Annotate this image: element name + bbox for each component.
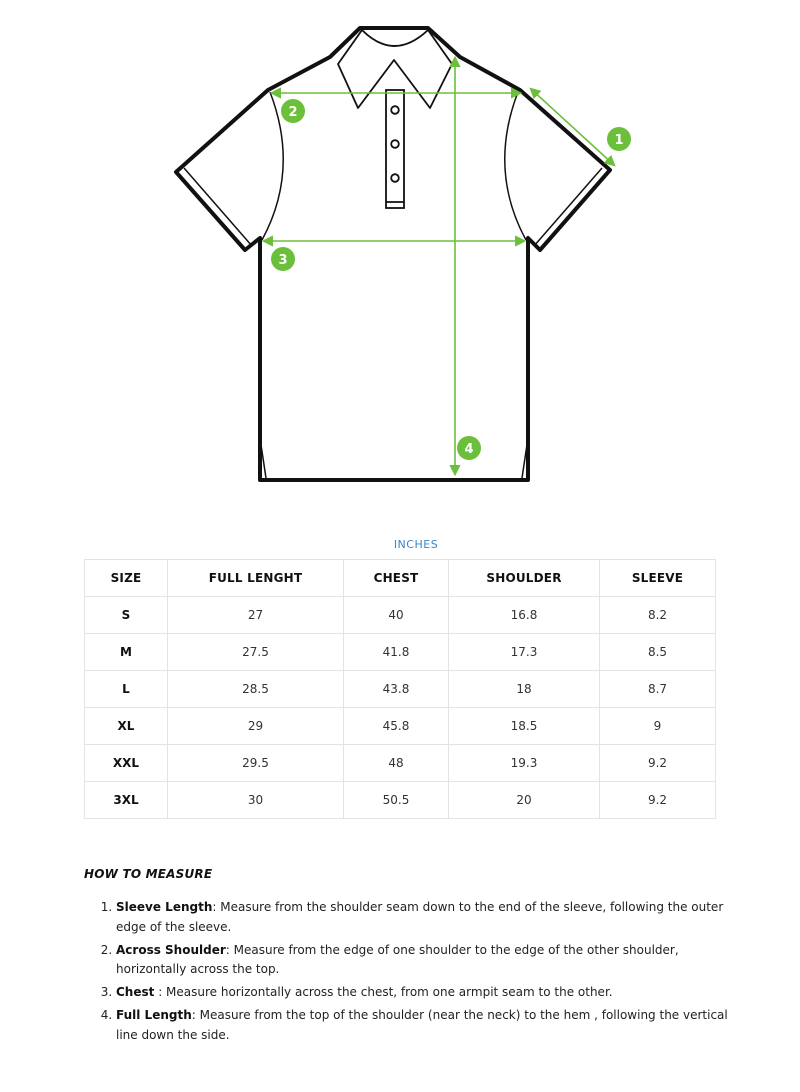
size-cell: XXL [85, 745, 168, 782]
how-to-measure-list [84, 898, 736, 1049]
marker-badge-3 [271, 247, 295, 271]
measure-term: Chest [116, 985, 155, 999]
measure-term: Full Length [116, 1008, 192, 1022]
list-item [116, 898, 736, 937]
measure-description: : Measure from the edge of one shoulder to the edge of the other shoulder, horizontally across the top. [116, 942, 679, 976]
size-cell: L [85, 671, 168, 708]
full-length-cell: 27 [168, 597, 344, 634]
chest-cell: 50.5 [344, 782, 449, 819]
button-icon [391, 106, 399, 114]
unit-label: INCHES [393, 538, 439, 551]
collar [338, 30, 452, 108]
measure-description: : Measure from the shoulder seam down to the end of the sleeve, following the outer edge of the sleeve. [116, 900, 724, 934]
marker-badge-4 [457, 436, 481, 460]
chest-cell: 41.8 [344, 634, 449, 671]
sleeve-length-arrow [531, 89, 614, 165]
shoulder-cell: 19.3 [449, 745, 600, 782]
size-chart-table [84, 559, 716, 819]
column-header: SHOULDER [449, 560, 600, 597]
table-row [85, 745, 716, 782]
chest-cell: 40 [344, 597, 449, 634]
how-to-measure-heading: HOW TO MEASURE [84, 867, 213, 881]
marker-label: 4 [464, 442, 474, 457]
measure-term: Across Shoulder [116, 942, 226, 957]
table-row [85, 708, 716, 745]
table-header-row [85, 560, 716, 597]
sleeve-cell: 8.7 [600, 671, 716, 708]
marker-label: 1 [614, 133, 624, 148]
full-length-cell: 27.5 [168, 634, 344, 671]
column-header: SIZE [85, 560, 168, 597]
measure-description: : Measure horizontally across the chest, from one armpit seam to the other. [154, 985, 613, 999]
measure-description: : Measure from the top of the shoulder (near the neck) to the hem , following the vertical line down the side. [116, 1008, 728, 1042]
marker-label: 2 [288, 105, 298, 120]
polo-shirt-illustration [0, 0, 800, 500]
marker-badge-1 [607, 127, 631, 151]
shirt-seams [184, 92, 602, 478]
marker-badge-2 [281, 99, 305, 123]
column-header: SLEEVE [600, 560, 716, 597]
shirt-measurement-diagram [0, 0, 800, 500]
measurement-arrows [264, 58, 614, 474]
button-icon [391, 174, 399, 182]
shirt-outline [176, 28, 610, 480]
size-cell: XL [85, 708, 168, 745]
column-header: FULL LENGHT [168, 560, 344, 597]
shoulder-cell: 16.8 [449, 597, 600, 634]
full-length-cell: 29.5 [168, 745, 344, 782]
size-cell: M [85, 634, 168, 671]
size-cell: S [85, 597, 168, 634]
chest-cell: 48 [344, 745, 449, 782]
full-length-cell: 30 [168, 782, 344, 819]
shoulder-cell: 20 [449, 782, 600, 819]
sleeve-cell: 9.2 [600, 782, 716, 819]
table-row [85, 597, 716, 634]
table-row [85, 671, 716, 708]
marker-label: 3 [278, 253, 288, 268]
table-row [85, 634, 716, 671]
list-item [116, 1006, 736, 1045]
shoulder-cell: 18.5 [449, 708, 600, 745]
table-row [85, 782, 716, 819]
full-length-cell: 29 [168, 708, 344, 745]
button-icon [391, 140, 399, 148]
column-header: CHEST [344, 560, 449, 597]
list-item [116, 941, 736, 980]
sleeve-cell: 8.2 [600, 597, 716, 634]
list-item [116, 983, 736, 1003]
shoulder-cell: 18 [449, 671, 600, 708]
chest-cell: 45.8 [344, 708, 449, 745]
sleeve-cell: 8.5 [600, 634, 716, 671]
sleeve-cell: 9.2 [600, 745, 716, 782]
measure-term: Sleeve Length [116, 900, 213, 914]
shoulder-cell: 17.3 [449, 634, 600, 671]
sleeve-cell: 9 [600, 708, 716, 745]
shirt-buttons [391, 106, 399, 182]
full-length-cell: 28.5 [168, 671, 344, 708]
chest-cell: 43.8 [344, 671, 449, 708]
size-cell: 3XL [85, 782, 168, 819]
